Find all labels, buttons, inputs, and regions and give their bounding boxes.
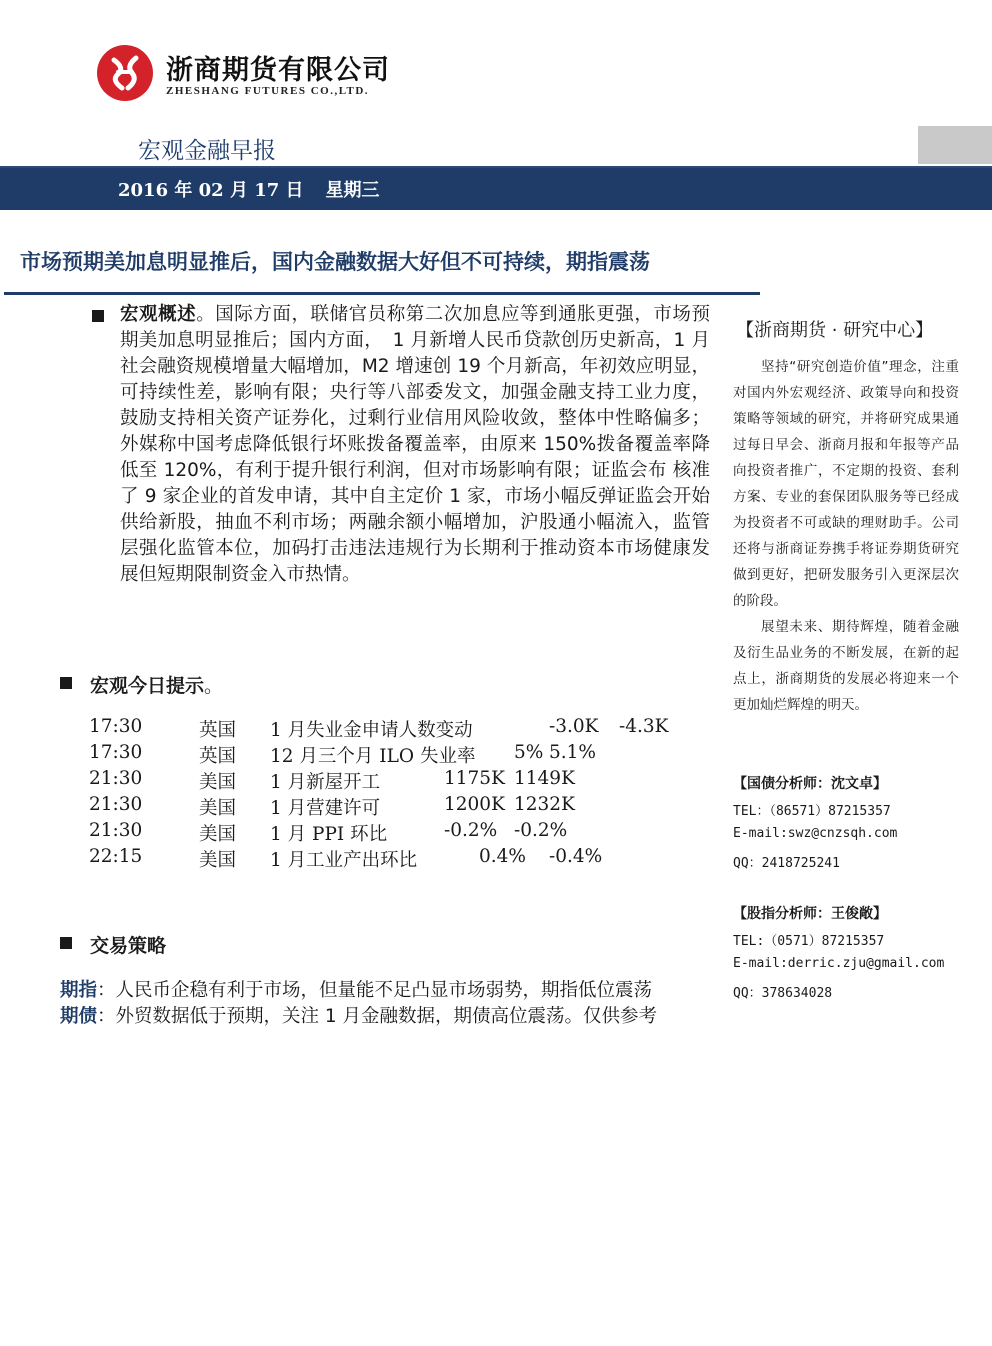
table-row (0, 794, 720, 820)
analyst-title: 【国债分析师：沈文卓】 (733, 776, 887, 792)
analyst-email: E-mail:swz@cnzsqh.com (733, 826, 898, 841)
analyst-tel: TEL:（0571）87215357 (733, 934, 885, 949)
strategy-title: 交易策略 (90, 935, 167, 957)
report-date (118, 176, 380, 202)
cal-value-2: -0.2% (514, 820, 568, 841)
overview-label: 宏观概述 (120, 304, 197, 325)
cal-value-2: -0.4% (549, 846, 603, 867)
company-name-en: ZHESHANG FUTURES CO.,LTD. (166, 85, 370, 97)
cal-time: 17:30 (89, 742, 143, 763)
date: 2016 年 02 月 17 日 (118, 180, 304, 201)
cal-value-1: -0.2% (444, 820, 498, 841)
cal-value-1: 5% (514, 742, 544, 763)
cal-event: 1 月新屋开工 (270, 772, 381, 793)
company-logo (96, 44, 154, 102)
analyst-title: 【股指分析师：王俊敞】 (733, 906, 887, 922)
strategy-label: 期债 (60, 1006, 98, 1027)
overview-text: 。国际方面，联储官员称第二次加息应等到通胀更强，市场预期美加息明显推后；国内方面， 1 月新增人民币贷款创历史新高，1 月社会融资规模增量大幅增加，M2 增速创 19 个月新高，年初效应明显，可持续性差，影响有限；央行等八部委发文，加强金融支持工业力度，鼓励支持相关资产证券化，过剩行业信用风险收敛，整体中性略偏多；外媒称中国考虑降低银行坏账拨备覆盖率，由原来 150%拨备覆盖率降低至 120%，有利于提升银行利润，但对市场影响有限；证监会布 核准了 9 家企业的首发申请，其中自主定价 1 家，市场小幅反弹证监会开始供给新股，抽血不利市场；两融余额小幅增加，沪股通小幅流入，监管层强化监管本位，加码打击违法违规行为长期利于推动资本市场健康发展但短期限制资金入市热情。 (120, 304, 710, 585)
cal-value-2: -4.3K (619, 716, 669, 737)
cal-time: 21:30 (89, 768, 143, 789)
analyst-tel: TEL：（86571）87215357 (733, 804, 891, 819)
strategy-label: 期指 (60, 980, 98, 1001)
cal-country: 美国 (199, 824, 237, 845)
header-tab-block (918, 126, 992, 164)
cal-country: 英国 (199, 720, 237, 741)
strategy-text: ：人民币企稳有利于市场，但量能不足凸显市场弱势，期指低位震荡 (97, 980, 653, 1001)
cal-value-1: -3.0K (549, 716, 599, 737)
bullet-square (60, 937, 72, 949)
table-row (0, 716, 720, 742)
cal-value-2: 1232K (514, 794, 575, 815)
analyst-qq: QQ：378634028 (733, 986, 833, 1001)
analyst-email: E-mail:derric.zju@gmail.com (733, 956, 945, 971)
overview-paragraph (120, 302, 710, 588)
table-row (0, 820, 720, 846)
cal-value-2: 5.1% (549, 742, 596, 763)
cal-country: 美国 (199, 772, 237, 793)
cal-event: 12 月三个月 ILO 失业率 (270, 746, 476, 767)
report-type: 宏观金融早报 (138, 138, 276, 164)
table-row (0, 742, 720, 768)
cal-country: 英国 (199, 746, 237, 767)
company-name-cn: 浙商期货有限公司 (166, 55, 390, 86)
cal-time: 22:15 (89, 846, 143, 867)
table-row (0, 768, 720, 794)
cal-time: 21:30 (89, 820, 143, 841)
calendar-title: 宏观今日提示。 (90, 675, 224, 697)
bullet-square (60, 677, 72, 689)
cal-country: 美国 (199, 850, 237, 871)
bullet-square (92, 310, 104, 322)
cal-country: 美国 (199, 798, 237, 819)
cal-value-1: 1200K (444, 794, 505, 815)
sidebar-title: 【浙商期货 · 研究中心】 (736, 320, 934, 341)
cal-event: 1 月失业金申请人数变动 (270, 720, 473, 741)
weekday: 星期三 (325, 180, 380, 201)
strategy-text: ：外贸数据低于预期，关注 1 月金融数据，期债高位震荡。仅供参考 (97, 1006, 658, 1027)
cal-event: 1 月营建许可 (270, 798, 381, 819)
cal-value-1: 0.4% (479, 846, 526, 867)
strategy-item (60, 1002, 657, 1028)
cal-event: 1 月工业产出环比 (270, 850, 418, 871)
headline-rule (4, 292, 760, 295)
cal-event: 1 月 PPI 环比 (270, 824, 388, 845)
strategy-item (60, 976, 652, 1002)
headline: 市场预期美加息明显推后，国内金融数据大好但不可持续，期指震荡 (20, 250, 650, 274)
cal-value-1: 1175K (444, 768, 505, 789)
table-row (0, 846, 720, 872)
cal-time: 17:30 (89, 716, 143, 737)
cal-value-2: 1149K (514, 768, 575, 789)
sidebar-outlook: 展望未来、期待辉煌，随着金融及衍生品业务的不断发展，在新的起点上，浙商期货的发展必将迎来一个更加灿烂辉煌的明天。 (733, 619, 959, 713)
analyst-qq: QQ：2418725241 (733, 856, 840, 871)
sidebar-intro: 坚持“研究创造价值”理念，注重对国内外宏观经济、政策导向和投资策略等领域的研究，并将研究成果通过每日早会、浙商月报和年报等产品向投资者推广，不定期的投资、套利方案、专业的套保团队服务等已经成为投资者不可或缺的理财助手。公司还将与浙商证券携手将证券期货研究做到更好，把研发服务引入更深层次的阶段。 (733, 359, 959, 609)
cal-time: 21:30 (89, 794, 143, 815)
